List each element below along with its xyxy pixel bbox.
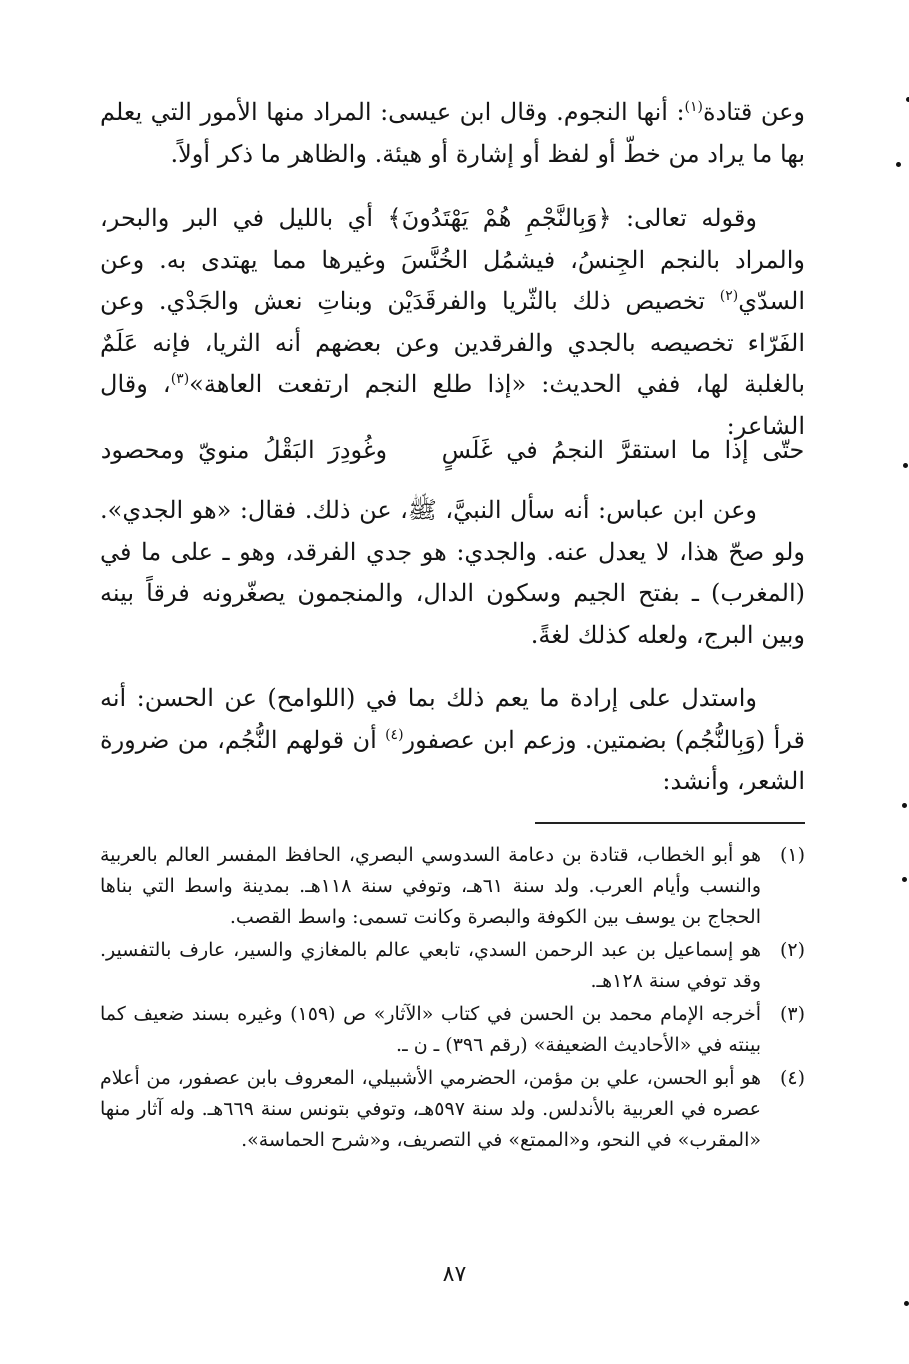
footnote-text: هو أبو الخطاب، قتادة بن دعامة السدوسي البصري، الحافظ المفسر العالم بالعربية والنسب وأيام العرب. ولد سنة ٦١هـ، وتوفي سنة ١١٨هـ. بمدينة واسط التي بناها الحجاج بن يوسف بين الكوفة والبصرة وكانت تسمى: واسط القصب. bbox=[100, 844, 762, 928]
paragraph-text: ، وقال الشاعر: bbox=[100, 370, 805, 440]
paragraph-text: واستدل على إرادة ما يعم ذلك بما في (اللوامح) عن الحسن: أنه قرأ (وَبِالنُّجُم) بضمتين. وزعم ابن عصفور bbox=[100, 684, 805, 754]
margin-dot bbox=[896, 162, 901, 167]
paragraph-text: أن قولهم النُّجُم، من ضرورة الشعر، وأنشد: bbox=[100, 725, 805, 795]
body-paragraph-2 bbox=[100, 198, 805, 447]
footnote-number: (٣) bbox=[779, 1003, 805, 1025]
footnote-text: هو إسماعيل بن عبد الرحمن السدي، تابعي عالم بالمغازي والسير، عارف بالتفسير. وقد توفي سنة ١٢٨هـ. bbox=[100, 939, 761, 992]
body-paragraph-1 bbox=[100, 92, 805, 175]
footnote-1 bbox=[100, 840, 805, 933]
paragraph-text: وقوله تعالى: ﴿وَبِالنَّجْمِ هُمْ يَهْتَدُونَ﴾ أي بالليل في البر والبحر، والمراد بالنجم الجِنسُ، فيشمُل الخُنَّسَ وغيرها مما يهتدى به. وعن السدّي bbox=[100, 204, 805, 315]
margin-dot bbox=[904, 1301, 909, 1306]
paragraph-text: : أنها النجوم. وقال ابن عيسى: المراد منها الأمور التي يعلم بها ما يراد من خطّ أو لفظ أو إشارة أو هيئة. والظاهر ما ذكر أولاً. bbox=[100, 98, 805, 168]
footnote-ref-3[interactable]: (٣) bbox=[170, 371, 190, 387]
poetry-verse: حتّى إذا ما استقرَّ النجمُ في غَلَسٍ وغُودِرَ البَقْلُ منويّ ومحصود bbox=[100, 436, 805, 464]
body-paragraph-3: وعن ابن عباس: أنه سأل النبيَّ، ﷺ، عن ذلك. فقال: «هو الجدي». ولو صحّ هذا، لا يعدل عنه. والجدي: هو جدي الفرقد، وهو ـ على ما في (المغرب) ـ بفتح الجيم وسكون الدال، والمنجمون يصغّرونه فرقاً بينه وبين البرج، ولعله كذلك لغةً. bbox=[100, 496, 805, 649]
body-paragraph-4 bbox=[100, 678, 805, 803]
footnote-2 bbox=[100, 935, 805, 997]
footnote-3 bbox=[100, 999, 805, 1061]
page-number: ٨٧ bbox=[442, 1262, 467, 1287]
footnote-separator bbox=[535, 822, 805, 824]
paragraph-text: تخصيص ذلك بالثّريا والفرقَدَيْن وبناتِ نعش والجَدْي. وعن الفَرّاء تخصيصه بالجدي والفرقدين وعن بعضهم أنه الثريا، فإنه عَلَمٌ بالغلبة لها، ففي الحديث: «إذا طلع النجم ارتفعت العاهة» bbox=[100, 287, 806, 398]
footnote-ref-2[interactable]: (٢) bbox=[719, 288, 739, 304]
margin-dot bbox=[902, 877, 907, 882]
footnote-ref-1[interactable]: (١) bbox=[684, 99, 704, 115]
footnote-ref-4[interactable]: (٤) bbox=[385, 726, 404, 743]
footnote-number: (١) bbox=[779, 844, 805, 866]
margin-dot bbox=[902, 803, 907, 808]
footnotes-section bbox=[100, 840, 805, 1158]
footnote-text: هو أبو الحسن، علي بن مؤمن، الحضرمي الأشبيلي، المعروف بابن عصفور، من أعلام عصره في العربية بالأندلس. ولد سنة ٥٩٧هـ، وتوفي بتونس سنة ٦٦٩هـ. وله آثار منها «المقرب» في النحو، و«الممتع» في التصريف، و«شرح الحماسة». bbox=[100, 1067, 761, 1151]
paragraph-text: وعن قتادة bbox=[703, 98, 805, 126]
footnote-text: أخرجه الإمام محمد بن الحسن في كتاب «الآثار» ص (١٥٩) وغيره بسند ضعيف كما بينته في «الأحاديث الضعيفة» (رقم ٣٩٦) ـ ن ـ. bbox=[100, 1003, 761, 1056]
margin-dot bbox=[903, 463, 908, 468]
footnote-4 bbox=[100, 1063, 805, 1156]
footnote-number: (٢) bbox=[779, 939, 805, 961]
footnote-number: (٤) bbox=[779, 1067, 805, 1089]
